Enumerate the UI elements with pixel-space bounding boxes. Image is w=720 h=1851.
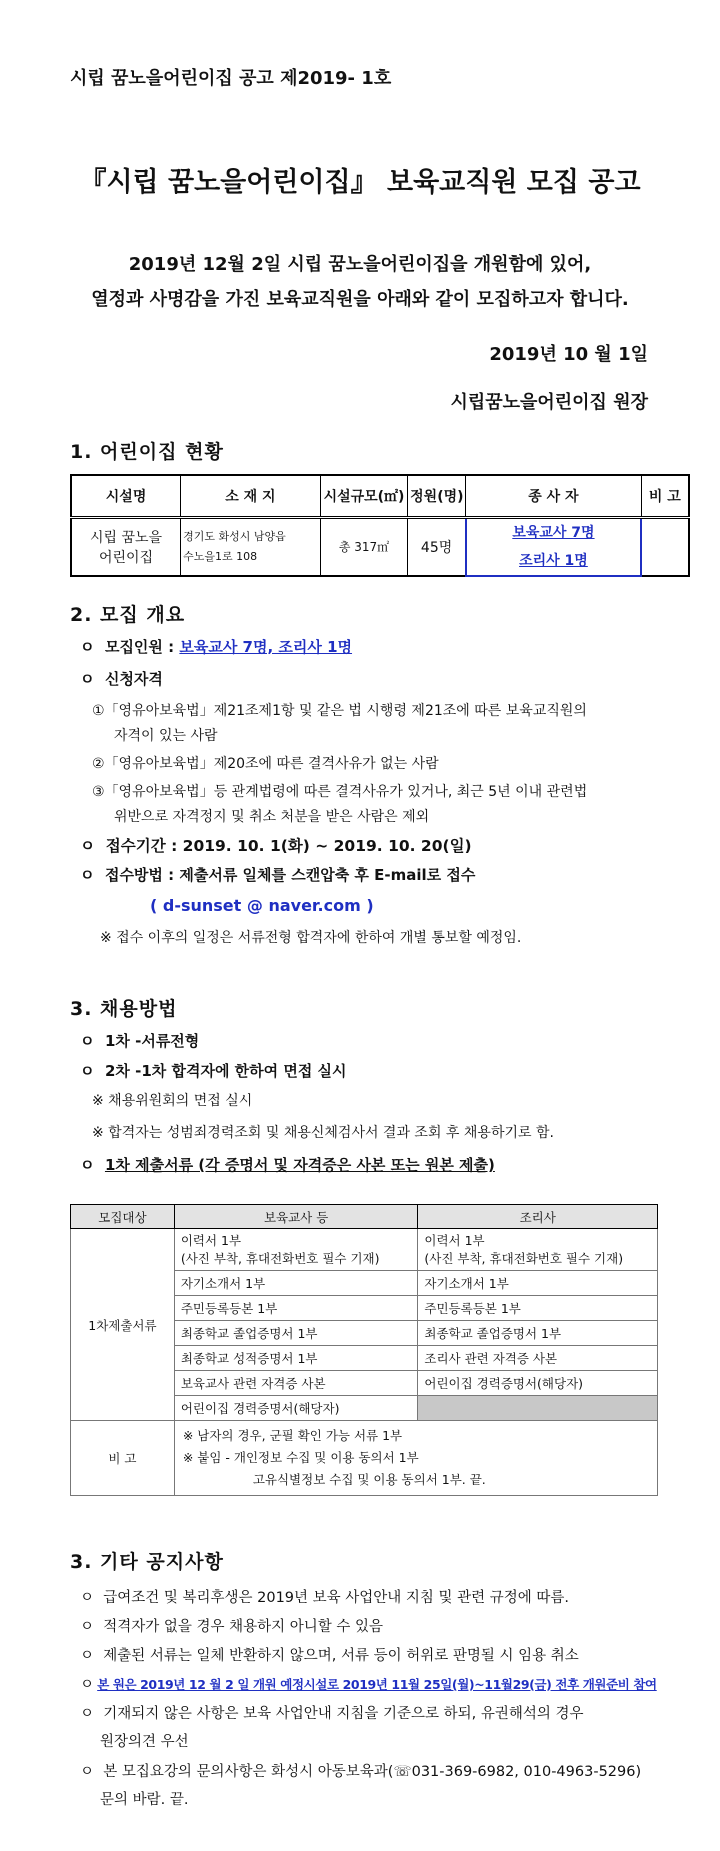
qualification-1-cont: 자격이 있는 사람 <box>114 728 218 744</box>
cook-doc: 어린이집 경력증명서(해당자) <box>418 1371 658 1396</box>
notice-item-1: ㅇ 급여조건 및 복리후생은 2019년 보육 사업안내 지침 및 관련 규정에 따름. <box>80 1590 570 1606</box>
notice-number: 시립 꿈노을어린이집 공고 제2019- 1호 <box>70 68 392 89</box>
intro-line-1: 2019년 12월 2일 시립 꿈노을어린이집을 개원함에 있어, <box>128 254 592 275</box>
row-label-remark: 비 고 <box>71 1421 175 1496</box>
step-1: ㅇ 1차 -서류전형 <box>80 1032 200 1050</box>
section-3-heading: 3. 채용방법 <box>70 998 178 1020</box>
qualification-heading: ㅇ 신청자격 <box>80 670 163 688</box>
col-size: 시설규모(㎡) <box>320 475 408 517</box>
application-remark: ※ 접수 이후의 일정은 서류전형 합격자에 한하여 개별 통보할 예정임. <box>100 930 522 946</box>
teacher-doc: 어린이집 경력증명서(해당자) <box>174 1396 418 1421</box>
cook-doc: 주민등록등본 1부 <box>418 1296 658 1321</box>
documents-table <box>70 1204 658 1496</box>
qualification-3-cont: 위반으로 자격정지 및 취소 처분을 받은 사람은 제외 <box>114 809 430 825</box>
qualification-1: ①「영유아보육법」제21조제1항 및 같은 법 시행령 제21조에 따른 보육교직원의 <box>92 703 587 719</box>
empty-cell <box>418 1396 658 1421</box>
cell-capacity: 45명 <box>408 517 466 576</box>
facility-table <box>70 474 690 577</box>
notice-item-4: ㅇ 본 원은 2019년 12 월 2 일 개원 예정시설로 2019년 11월 25일(월)~11월29(금) 전후 개원준비 참여 <box>80 1677 657 1693</box>
notice-item-2: ㅇ 적격자가 없을 경우 채용하지 아니할 수 있음 <box>80 1619 384 1635</box>
teacher-doc: 자기소개서 1부 <box>174 1271 418 1296</box>
section-4-heading: 3. 기타 공지사항 <box>70 1551 224 1573</box>
email-address[interactable]: ( d-sunset @ naver.com ) <box>150 896 374 915</box>
cell-address: 경기도 화성시 남양읍 수노을1로 108 <box>181 517 321 576</box>
cell-staff: 보육교사 7명 조리사 1명 <box>466 517 641 576</box>
page-title: 『시립 꿈노을어린이집』 보육교직원 모집 공고 <box>79 167 641 198</box>
notice-item-6-cont: 문의 바람. 끝. <box>100 1792 189 1808</box>
recruit-count: 보육교사 7명, 조리사 1명 <box>179 638 353 656</box>
col-target: 모집대상 <box>71 1205 175 1229</box>
director-signature: 시립꿈노을어린이집 원장 <box>450 392 648 413</box>
hiring-note: ※ 합격자는 성범죄경력조회 및 채용신체검사서 결과 조회 후 채용하기로 함. <box>92 1125 554 1141</box>
documents-title: ㅇ 1차 제출서류 (각 증명서 및 자격증은 사본 또는 원본 제출) <box>80 1156 495 1174</box>
qualification-2: ②「영유아보육법」제20조에 따른 결격사유가 없는 사람 <box>92 756 439 772</box>
col-address: 소 재 지 <box>181 475 321 517</box>
notice-date: 2019년 10 월 1일 <box>489 344 648 365</box>
cook-doc: 이력서 1부 (사진 부착, 휴대전화번호 필수 기재) <box>418 1229 658 1271</box>
application-method: ㅇ 접수방법 : 제출서류 일체를 스캔압축 후 E-mail로 접수 <box>80 866 476 884</box>
teacher-doc: 최종학교 성적증명서 1부 <box>174 1346 418 1371</box>
col-cook: 조리사 <box>418 1205 658 1229</box>
teacher-doc: 보육교사 관련 자격증 사본 <box>174 1371 418 1396</box>
cook-doc: 최종학교 졸업증명서 1부 <box>418 1321 658 1346</box>
remark-cell: ※ 남자의 경우, 군필 확인 가능 서류 1부 ※ 붙임 - 개인정보 수집 및 이용 동의서 1부 고유식별정보 수집 및 이용 동의서 1부. 끝. <box>174 1421 657 1496</box>
teacher-doc: 최종학교 졸업증명서 1부 <box>174 1321 418 1346</box>
col-facility: 시설명 <box>71 475 181 517</box>
notice-item-5-cont: 원장의견 우선 <box>100 1734 189 1750</box>
recruit-line: ㅇ 모집인원 : 보육교사 7명, 조리사 1명 <box>80 638 353 656</box>
teacher-doc: 주민등록등본 1부 <box>174 1296 418 1321</box>
col-note: 비 고 <box>641 475 689 517</box>
application-period: ㅇ 접수기간 : 2019. 10. 1(화) ~ 2019. 10. 20(일) <box>80 837 472 855</box>
notice-item-3: ㅇ 제출된 서류는 일체 반환하지 않으며, 서류 등이 허위로 판명될 시 임용 취소 <box>80 1648 579 1664</box>
col-capacity: 정원(명) <box>408 475 466 517</box>
cook-doc: 자기소개서 1부 <box>418 1271 658 1296</box>
intro-line-2: 열정과 사명감을 가진 보육교직원을 아래와 같이 모집하고자 합니다. <box>91 289 629 310</box>
col-staff: 종 사 자 <box>466 475 641 517</box>
notice-item-5: ㅇ 기재되지 않은 사항은 보육 사업안내 지침을 기준으로 하되, 유권해석의 경우 <box>80 1706 584 1722</box>
notice-item-6: ㅇ 본 모집요강의 문의사항은 화성시 아동보육과(☏031-369-6982, 010-4963-5296) <box>80 1764 642 1780</box>
interview-note: ※ 채용위원회의 면접 실시 <box>92 1093 253 1109</box>
qualification-3: ③「영유아보육법」등 관계법령에 따른 결격사유가 있거나, 최근 5년 이내 관련법 <box>92 784 588 800</box>
section-1-heading: 1. 어린이집 현황 <box>70 441 224 463</box>
row-label-first-documents: 1차제출서류 <box>71 1229 175 1421</box>
step-2: ㅇ 2차 -1차 합격자에 한하여 면접 실시 <box>80 1062 347 1080</box>
cell-note <box>641 517 689 576</box>
section-2-heading: 2. 모집 개요 <box>70 604 186 626</box>
cell-size: 총 317㎡ <box>320 517 408 576</box>
col-teacher: 보육교사 등 <box>174 1205 418 1229</box>
teacher-doc: 이력서 1부 (사진 부착, 휴대전화번호 필수 기재) <box>174 1229 418 1271</box>
cook-doc: 조리사 관련 자격증 사본 <box>418 1346 658 1371</box>
cell-facility-name: 시립 꿈노을 어린이집 <box>71 517 181 576</box>
